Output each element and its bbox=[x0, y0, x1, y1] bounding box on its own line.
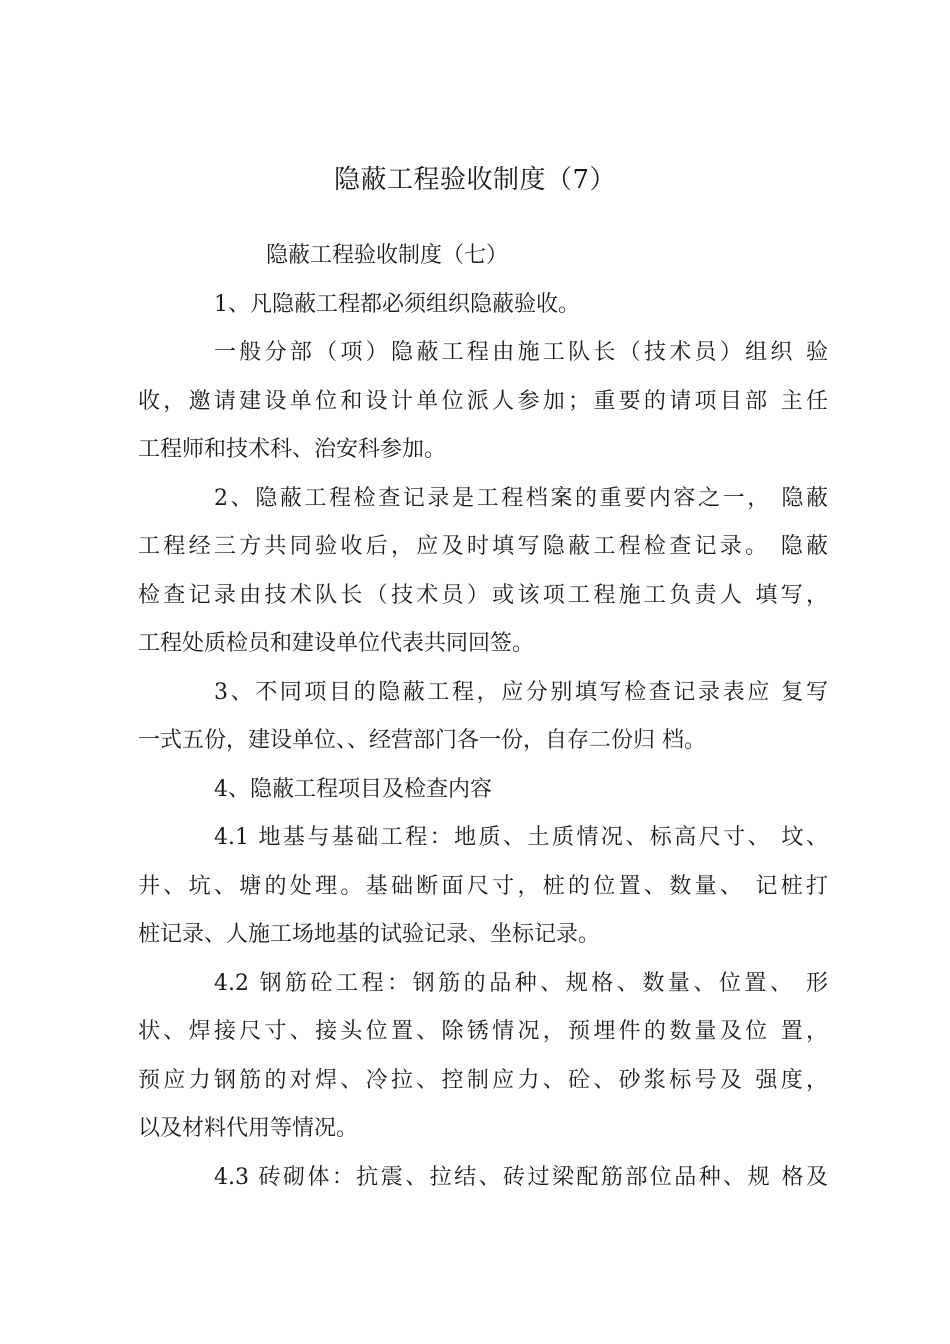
paragraph-line: 4.3 砖砌体：抗震、拉结、砖过梁配筋部位品种、规 格及 bbox=[214, 1164, 828, 1190]
paragraph-line: 工程师和技术科、治安科参加。 bbox=[138, 437, 447, 462]
paragraph-line: 1、凡隐蔽工程都必须组织隐蔽验收。 bbox=[214, 291, 580, 317]
document-body bbox=[138, 232, 828, 1202]
paragraph-line: 一式五份，建设单位、、经营部门各一份，自存二份归 档。 bbox=[138, 728, 706, 753]
paragraph-line: 预应力钢筋的对焊、冷拉、控制应力、砼、砂浆标号及 强度， bbox=[138, 1067, 828, 1093]
paragraph-line: 以及材料代用等情况。 bbox=[138, 1116, 359, 1141]
paragraph-line: 4.2 钢筋砼工程：钢筋的品种、规格、数量、位置、 形 bbox=[214, 970, 828, 996]
paragraph-line: 一般分部（项）隐蔽工程由施工队长（技术员）组织 验 bbox=[214, 340, 828, 365]
paragraph-line: 2、隐蔽工程检查记录是工程档案的重要内容之一， 隐蔽 bbox=[214, 485, 828, 511]
section-heading-line: 4、隐蔽工程项目及检查内容 bbox=[214, 776, 492, 802]
paragraph-line: 工程处质检员和建设单位代表共同回签。 bbox=[138, 631, 535, 656]
paragraph-line: 桩记录、人施工场地基的试验记录、坐标记录。 bbox=[138, 922, 601, 947]
paragraph-line: 井、坑、塘的处理。基础断面尺寸，桩的位置、数量、 记桩打 bbox=[138, 873, 828, 899]
paragraph-line: 状、焊接尺寸、接头位置、除锈情况，预埋件的数量及位 置， bbox=[138, 1019, 828, 1044]
document-title: 隐蔽工程验收制度（7） bbox=[333, 165, 617, 195]
paragraph-line: 3、不同项目的隐蔽工程，应分别填写检查记录表应 复写 bbox=[214, 679, 828, 705]
paragraph-line: 4.1 地基与基础工程：地质、土质情况、标高尺寸、 坟、 bbox=[214, 825, 828, 850]
paragraph-line: 检查记录由技术队长（技术员）或该项工程施工负责人 填写， bbox=[138, 582, 828, 608]
document-subtitle: 隐蔽工程验收制度（七） bbox=[266, 243, 509, 268]
paragraph-line: 工程经三方共同验收后，应及时填写隐蔽工程检查记录。 隐蔽 bbox=[138, 534, 828, 559]
paragraph-line: 收，邀请建设单位和设计单位派人参加；重要的请项目部 主任 bbox=[138, 388, 828, 414]
